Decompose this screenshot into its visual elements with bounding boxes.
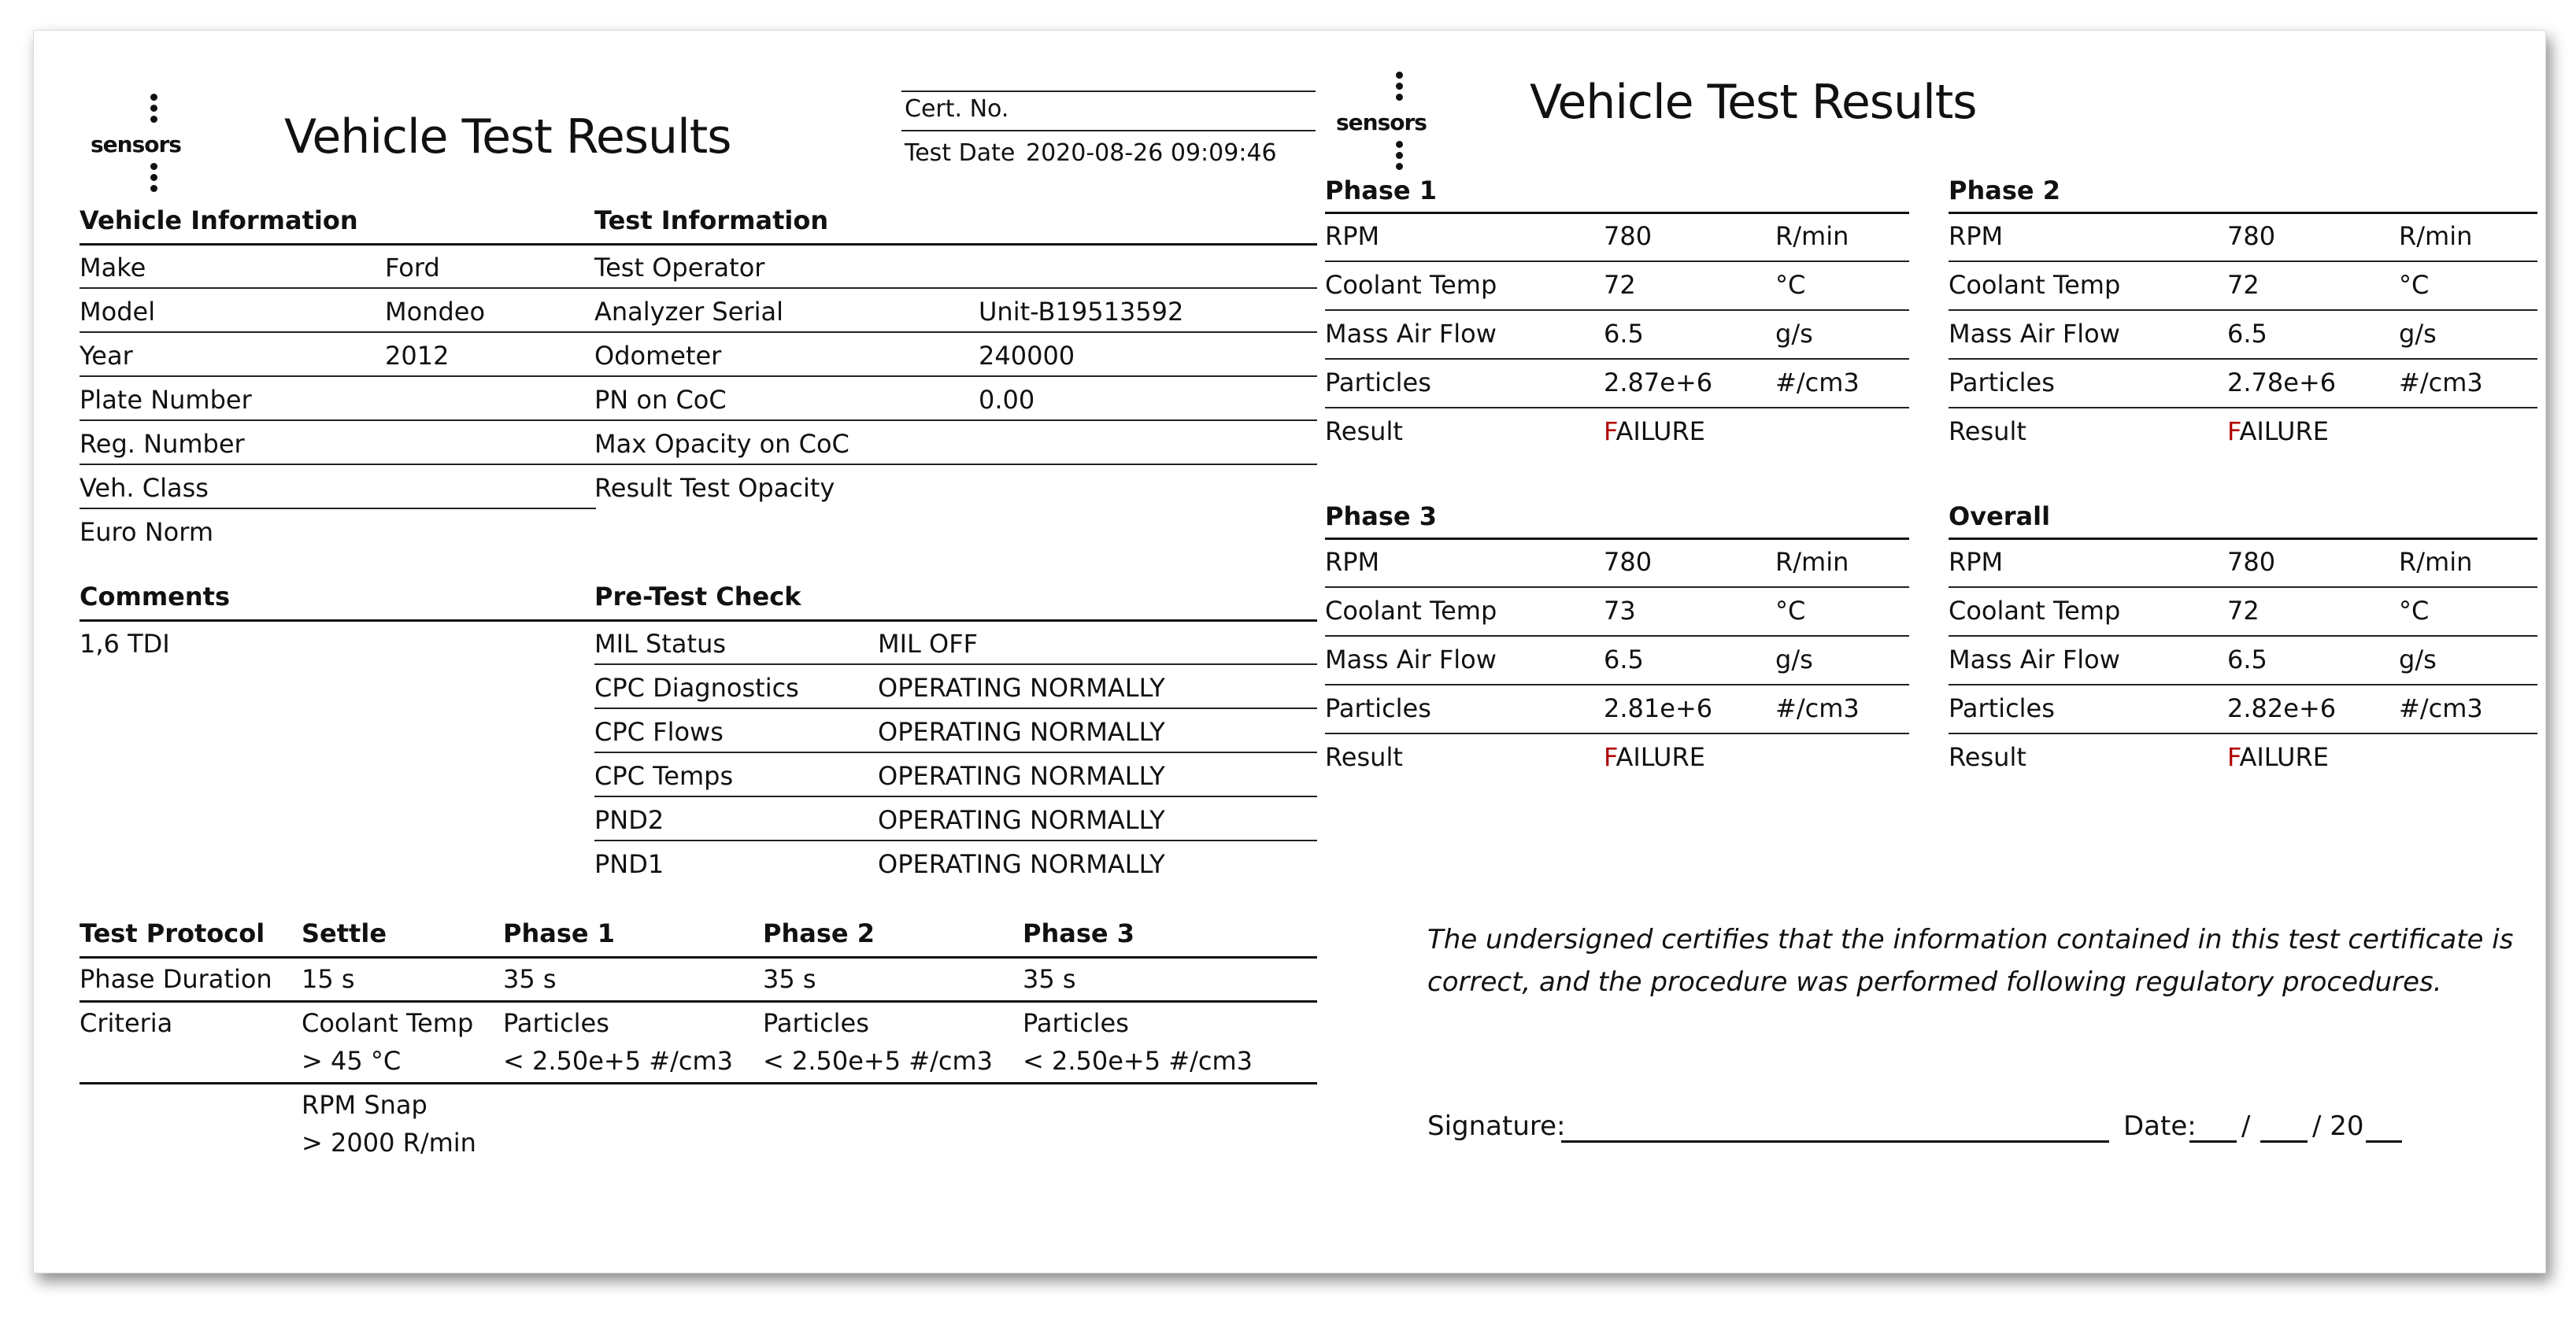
phase-row-unit: °C <box>2399 596 2430 626</box>
phase-row-unit: R/min <box>2399 221 2473 251</box>
vehicle-row-label: Plate Number <box>80 385 252 415</box>
phase-row-unit: g/s <box>2399 645 2437 674</box>
settle-criteria: > 2000 R/min <box>302 1128 476 1158</box>
page-title: Vehicle Test Results <box>284 109 731 164</box>
phase-result-label: Result <box>1325 742 1403 772</box>
phase-row-unit: #/cm3 <box>1775 693 1860 723</box>
phase-row-value: 2.81e+6 <box>1604 693 1713 723</box>
phase-row-unit: #/cm3 <box>2399 693 2483 723</box>
vehicle-row-value: Ford <box>385 253 440 283</box>
phase-row-value: 72 <box>1604 270 1636 300</box>
vehicle-row-label: Veh. Class <box>80 473 209 503</box>
phase-row-label: Mass Air Flow <box>1325 645 1497 674</box>
date-month-line[interactable] <box>2260 1140 2308 1143</box>
phase-result-value: FAILURE <box>2227 416 2329 446</box>
vehicle-row-label: Year <box>80 341 133 371</box>
phase-duration-value: 35 s <box>763 964 816 994</box>
test-info-row-value: 0.00 <box>979 385 1035 415</box>
phase-row-value: 6.5 <box>2227 645 2267 674</box>
phase-result-value: FAILURE <box>1604 416 1705 446</box>
phase-criteria: < 2.50e+5 #/cm3 <box>763 1046 993 1076</box>
phase-row-unit: °C <box>1775 270 1806 300</box>
cert-no-label: Cert. No. <box>905 95 1009 123</box>
phase-row-unit: g/s <box>1775 645 1813 674</box>
test-info-row-label: Test Operator <box>594 253 765 283</box>
phase-row-unit: #/cm3 <box>2399 368 2483 397</box>
phase-criteria: < 2.50e+5 #/cm3 <box>1023 1046 1253 1076</box>
pretest-row-value: MIL OFF <box>878 629 979 659</box>
phase-row-label: Coolant Temp <box>1949 596 2121 626</box>
test-date-label: Test Date <box>905 139 1016 167</box>
phase-row-label: Particles <box>1325 368 1431 397</box>
logo-text: sensors <box>1336 109 1427 135</box>
pretest-heading: Pre-Test Check <box>594 582 801 611</box>
phase-result-label: Result <box>1949 416 2026 446</box>
phase-heading: Overall <box>1949 501 2051 531</box>
vehicle-row-label: Make <box>80 253 146 283</box>
date-day-line[interactable] <box>2189 1140 2237 1143</box>
protocol-header: Phase 1 <box>503 918 615 948</box>
phase-criteria: Particles <box>1023 1008 1129 1038</box>
settle-criteria: Coolant Temp <box>302 1008 474 1038</box>
date-separator: / <box>2241 1110 2251 1142</box>
phase-row-label: Particles <box>1325 693 1431 723</box>
phase-row-label: RPM <box>1325 547 1380 577</box>
vehicle-row-value: Mondeo <box>385 297 486 327</box>
pretest-row-label: CPC Flows <box>594 717 724 747</box>
phase-row-value: 6.5 <box>1604 319 1644 349</box>
phase-row-value: 6.5 <box>2227 319 2267 349</box>
signature-label: Signature: <box>1427 1110 1566 1142</box>
phase-duration-value: 15 s <box>302 964 355 994</box>
phase-duration-value: 35 s <box>503 964 557 994</box>
phase-row-unit: °C <box>2399 270 2430 300</box>
phase-result-value: FAILURE <box>1604 742 1705 772</box>
phase-row-unit: g/s <box>2399 319 2437 349</box>
phase-row-value: 780 <box>1604 547 1653 577</box>
pretest-row-label: CPC Diagnostics <box>594 673 799 703</box>
phase-row-value: 780 <box>2227 547 2276 577</box>
phase-row-label: RPM <box>1949 221 2004 251</box>
phase-row-unit: °C <box>1775 596 1806 626</box>
phase-row-label: Coolant Temp <box>1949 270 2121 300</box>
phase-row-value: 72 <box>2227 270 2260 300</box>
phase-row-label: Coolant Temp <box>1325 596 1497 626</box>
phase-row-value: 2.78e+6 <box>2227 368 2337 397</box>
phase-row-value: 73 <box>1604 596 1636 626</box>
test-info-row-label: Max Opacity on CoC <box>594 429 849 459</box>
phase-row-unit: R/min <box>1775 221 1849 251</box>
pretest-row-value: OPERATING NORMALLY <box>878 805 1165 835</box>
phase-result-value: FAILURE <box>2227 742 2329 772</box>
phase-row-value: 780 <box>1604 221 1653 251</box>
pretest-row-label: PND1 <box>594 849 664 879</box>
phase-row-unit: R/min <box>2399 547 2473 577</box>
phase-criteria: Particles <box>503 1008 609 1038</box>
phase-row-value: 72 <box>2227 596 2260 626</box>
date-year-line[interactable] <box>2366 1140 2402 1143</box>
test-info-row-value: 240000 <box>979 341 1075 371</box>
test-info-row-value: Unit-B19513592 <box>979 297 1184 327</box>
comments-text: 1,6 TDI <box>80 629 170 659</box>
phase-row-label: RPM <box>1325 221 1380 251</box>
pretest-row-value: OPERATING NORMALLY <box>878 849 1165 879</box>
vehicle-row-label: Euro Norm <box>80 517 213 547</box>
certification-statement: The undersigned certifies that the information contained in this test certificate is correct, and the procedure was performed following regulatory procedures. <box>1427 924 2514 998</box>
phase-row-label: Particles <box>1949 693 2055 723</box>
criteria-label: Criteria <box>80 1008 173 1038</box>
certificate-sheet <box>33 30 2546 1273</box>
test-info-heading: Test Information <box>594 205 829 235</box>
page-title: Vehicle Test Results <box>1530 75 1977 130</box>
protocol-header: Settle <box>302 918 387 948</box>
date-label: Date: <box>2123 1110 2197 1142</box>
pretest-row-value: OPERATING NORMALLY <box>878 717 1165 747</box>
phase-row-value: 780 <box>2227 221 2276 251</box>
pretest-row-label: PND2 <box>594 805 664 835</box>
phase-heading: Phase 3 <box>1325 501 1437 531</box>
settle-criteria: RPM Snap <box>302 1090 427 1120</box>
phase-row-value: 2.82e+6 <box>2227 693 2337 723</box>
phase-row-unit: R/min <box>1775 547 1849 577</box>
protocol-header: Test Protocol <box>80 918 265 948</box>
sensors-logo <box>86 94 204 196</box>
test-info-row-label: Odometer <box>594 341 722 371</box>
vehicle-row-label: Model <box>80 297 156 327</box>
test-info-row-label: Analyzer Serial <box>594 297 783 327</box>
phase-row-unit: #/cm3 <box>1775 368 1860 397</box>
test-info-row-label: PN on CoC <box>594 385 727 415</box>
phase-heading: Phase 2 <box>1949 175 2060 205</box>
pretest-row-value: OPERATING NORMALLY <box>878 761 1165 791</box>
vehicle-row-value: 2012 <box>385 341 450 371</box>
date-year-prefix: / 20 <box>2312 1110 2364 1142</box>
test-date-value: 2020-08-26 09:09:46 <box>1026 139 1277 167</box>
sensors-logo <box>1331 72 1449 174</box>
phase-duration-value: 35 s <box>1023 964 1076 994</box>
phase-row-label: Mass Air Flow <box>1949 319 2120 349</box>
pretest-row-label: MIL Status <box>594 629 727 659</box>
pretest-row-label: CPC Temps <box>594 761 734 791</box>
pretest-row-value: OPERATING NORMALLY <box>878 673 1165 703</box>
vehicle-row-label: Reg. Number <box>80 429 245 459</box>
phase-result-label: Result <box>1949 742 2026 772</box>
test-info-row-label: Result Test Opacity <box>594 473 835 503</box>
phase-row-label: Particles <box>1949 368 2055 397</box>
vehicle-info-heading: Vehicle Information <box>80 205 358 235</box>
phase-row-value: 6.5 <box>1604 645 1644 674</box>
phase-row-unit: g/s <box>1775 319 1813 349</box>
phase-row-label: Mass Air Flow <box>1325 319 1497 349</box>
phase-duration-label: Phase Duration <box>80 964 272 994</box>
signature-line[interactable] <box>1561 1140 2109 1143</box>
protocol-header: Phase 3 <box>1023 918 1134 948</box>
comments-heading: Comments <box>80 582 230 611</box>
protocol-header: Phase 2 <box>763 918 875 948</box>
phase-row-value: 2.87e+6 <box>1604 368 1713 397</box>
phase-criteria: < 2.50e+5 #/cm3 <box>503 1046 733 1076</box>
settle-criteria: > 45 °C <box>302 1046 402 1076</box>
phase-result-label: Result <box>1325 416 1403 446</box>
phase-heading: Phase 1 <box>1325 175 1437 205</box>
phase-criteria: Particles <box>763 1008 869 1038</box>
logo-text: sensors <box>91 131 181 157</box>
phase-row-label: Mass Air Flow <box>1949 645 2120 674</box>
phase-row-label: Coolant Temp <box>1325 270 1497 300</box>
phase-row-label: RPM <box>1949 547 2004 577</box>
